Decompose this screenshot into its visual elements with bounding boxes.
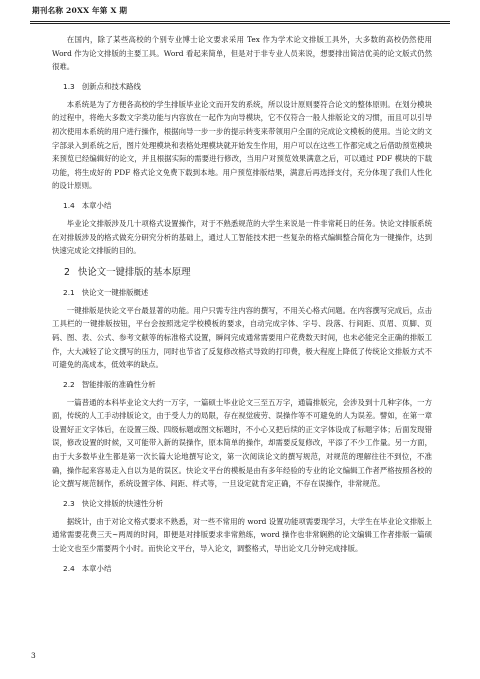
section-title: 创新点和技术路线 xyxy=(81,81,141,91)
chapter-number: 2 xyxy=(64,266,70,278)
section-number: 2.4 xyxy=(63,563,75,573)
section-2-2-paragraph: 一篇普通的本科毕业论文大约一万字，一篇硕士毕业论文三至五万字，通篇排版完，会涉及到十几种字体，一方面，传统的人工手动排版论文，由于受人力的局限，存在视觉疲劳、误操作等不可避免的人为误差。譬如，在第一章设置好正文字体后，在设置三级、四级标题或图文标题时，不小心又把后续的正文字体设成了标题字体；后面发现错误，修改设置的时候，又可能带入新的误操作，原本简单的操作，却需要反复修改，平添了不少工作量。另一方面，由于大多数毕业生都是第一次长篇大论地撰写论文，第一次阅读论文的撰写规范，对规范的理解往往不到位，不准确，操作起来容易走入自以为是的误区。快论文平台的模板是由有多年经验的专业的论文编辑工作者严格按照各校的论文撰写规范制作，系统设置字体、间距、样式等，一旦设定就肯定正确，不存在误操作，非常规范。 xyxy=(52,397,432,489)
section-2-1-paragraph: 一键排版是快论文平台最显著的功能。用户只需专注内容的撰写，不用关心格式问题。在内容撰写完成后，点击工具栏的一键排版按钮，平台会按照选定学校模板的要求，自动完成字体、字号、段落、行间距、页眉、页脚、页码、图、表、公式、参考文献等的标准格式设置，瞬间完成通常需要用户花费数天时间，也未必能完全正确的排版工作，大大减轻了论文撰写的压力，同时也节省了反复修改格式导致的打印费，极大程度上降低了传统论文排版方式不可避免的高成本，低效率的缺点。 xyxy=(52,305,432,370)
section-title: 本章小结 xyxy=(81,200,112,210)
section-number: 1.3 xyxy=(63,81,75,91)
chapter-heading-2 xyxy=(64,265,432,280)
section-number: 2.3 xyxy=(63,498,75,508)
header-rule xyxy=(30,21,450,22)
section-heading-2-2 xyxy=(63,378,432,391)
chapter-title: 快论文一键排版的基本原理 xyxy=(77,266,191,278)
journal-header: 期刊名称 20XX 年第 X 期 xyxy=(32,6,128,15)
intro-paragraph: 在国内，除了某些高校的个别专业博士论文要求采用 Tex 作为学术论文排版工具外，大多数的高校仍然使用 Word 作为论文排版的主要工具。Word 看起来简单，但是对于非专业人员来说，想要排出简洁优美的论文版式仍然很难。 xyxy=(52,35,432,72)
header-rule-thin xyxy=(30,23,450,24)
section-number: 2.1 xyxy=(63,287,75,297)
section-title: 本章小结 xyxy=(81,563,112,573)
page-number: 3 xyxy=(31,651,36,660)
section-1-4-paragraph: 毕业论文排版涉及几十项格式设置操作，对于不熟悉规范的大学生来说是一件非常耗日的任务。快论文排版系统在对排版涉及的格式做充分研究分析的基础上，通过人工智能技术把一些复杂的格式编辑整合简化为一键操作，达到快速完成论文排版的目的。 xyxy=(52,218,432,256)
section-heading-2-3 xyxy=(63,497,432,510)
section-title: 快论文一键排版概述 xyxy=(81,287,149,297)
section-number: 2.2 xyxy=(63,379,75,389)
page-body xyxy=(52,33,432,580)
section-heading-1-4 xyxy=(63,199,432,212)
section-heading-2-1 xyxy=(63,286,432,299)
section-2-3-paragraph: 据统计，由于对论文格式要求不熟悉，对一些不常用的 word 设置功能项需要现学习，大学生在毕业论文排版上通常需要花费三天~两周的时间，即便是对排版要求非常熟练，word 操作也非常娴熟的论文编辑工作者排版一篇硕士论文也至少需要两个小时。而快论文平台，导入论文，调整格式，导出论文几分钟完成排版。 xyxy=(52,516,432,554)
section-title: 快论文排版的快速性分析 xyxy=(81,498,164,508)
section-1-3-paragraph: 本系统是为了方便各高校的学生排版毕业论文而开发的系统，所以设计原则要符合论文的整体原则。在划分模块的过程中，将绝大多数文字类功能与内容放在一起作为向导模块，它不仅符合一般人排版论文的习惯，而且可以引导初次使用本系统的用户进行操作，根据向导一步一步的提示转变来带领用户全面的完成论文模板的使用。当论文的文字部录入到系统之后，图片处理模块和表格处理模块就开始发生作用，用户可以在这些工作都完成之后借助预览模块来预览已经编辑好的论文，并且根据实际的需要进行修改，当用户对预览效果满意之后，可以通过 PDF 模块的下载功能，将生成好的 PDF 格式论文免费下载到本地。用户预览排版结果，满意后再选择支付，充分体现了我们人性化的设计原则。 xyxy=(52,99,432,191)
section-title: 智能排版的准确性分析 xyxy=(81,379,156,389)
section-heading-2-4 xyxy=(63,562,432,575)
section-number: 1.4 xyxy=(63,200,75,210)
section-heading-1-3 xyxy=(63,80,432,93)
